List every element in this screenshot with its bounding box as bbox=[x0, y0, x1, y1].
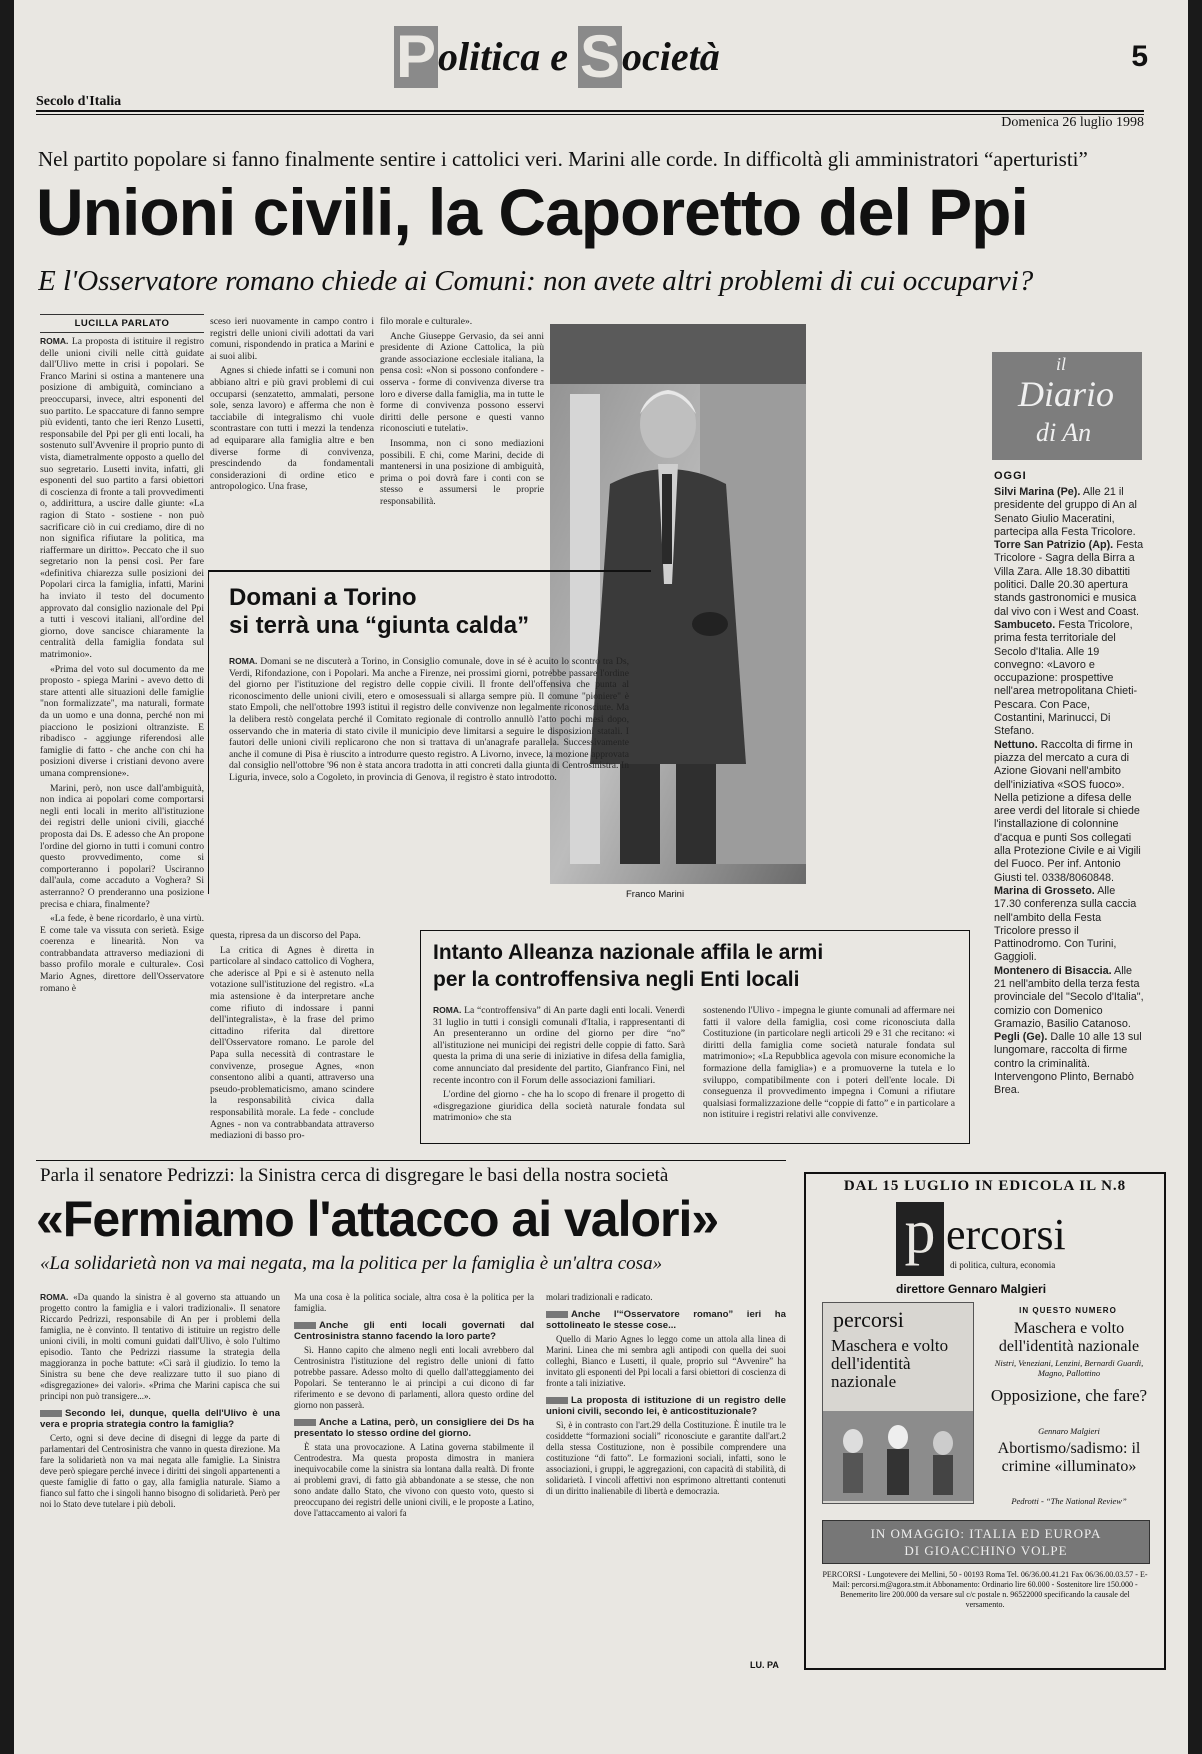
diary-entry-place: Silvi Marina (Pe). bbox=[994, 486, 1081, 498]
question-marker bbox=[546, 1397, 568, 1404]
pedrizzi-col1-p2: Certo, ogni si deve decine di disegni di legge da parte di parlamentari del Centrosinistra che vanno in questa direzione. Ma fare la solidarietà non va mai negata alle famiglie. La Sinistra deve però spiegare perché invece i diritti dei singoli appartenenti a queste famiglie di fatto o gay, alla famiglia naturale. Siamo a fianco sul fatto che i singoli hanno bisogno di solidarietà. Però per noi lo Stato deve tutelare i più deboli. bbox=[40, 1433, 280, 1509]
pedrizzi-col3-p1: molari tradizionali e radicato. bbox=[546, 1292, 653, 1302]
question-marker bbox=[546, 1311, 568, 1318]
section-letter-p: P bbox=[396, 23, 437, 90]
an-headline-1: Intanto Alleanza nazionale affila le armi bbox=[433, 941, 824, 964]
ad-brand bbox=[896, 1198, 1146, 1282]
ad-item3-author: Pedrotti - “The National Review” bbox=[1011, 1496, 1127, 1506]
pedrizzi-question-2 bbox=[294, 1320, 534, 1342]
section-word-societa: ocietà bbox=[622, 34, 720, 79]
diary-entry-text: Alle 21 il presidente del gruppo di An al Senato Giulio Maceratini, partecipa alla Festa Tricolore. bbox=[994, 486, 1137, 538]
pedrizzi-city: ROMA. bbox=[40, 1292, 69, 1302]
masthead-rule bbox=[36, 110, 1144, 112]
section-word-politica: olitica e bbox=[438, 34, 578, 79]
lead-column-3 bbox=[380, 316, 544, 546]
paper-name: Secolo d'Italia bbox=[36, 94, 122, 109]
question-marker bbox=[40, 1410, 62, 1417]
diary-entry-place: Torre San Patrizio (Ap). bbox=[994, 539, 1114, 552]
pedrizzi-question-1 bbox=[40, 1408, 280, 1430]
an-col1-text: La “controffensiva” di An parte dagli enti locali. Venerdì 31 luglio in tutti i consigli comunali d'Italia, i rappresentanti di An presenteranno un ordine del giorno per dire “no” all'istituzione nei municipi dei registri delle coppie di fatto. Sarà questa la prima di una serie di iniziative in difesa della famiglia, come annunciato dal presidente del partito, Gianfranco Fini, nel recente incontro con il Forum delle associazioni familiari. bbox=[433, 1005, 685, 1086]
pedrizzi-question-5-text: La proposta di istituzione di un registro delle unioni civili, secondo lei, è anticostituzionale? bbox=[546, 1395, 786, 1417]
lead-city: ROMA. bbox=[40, 336, 69, 346]
lead-col2-p1: sceso ieri nuovamente in campo contro i registri delle unioni civili adottati da vari comuni, rispondendo in pratica a Marini e ai suoi alibi. bbox=[210, 316, 374, 362]
diary-entry-text: Raccolta di firme in piazza del mercato a cura di Azione Giovani nell'ambito dell'iniziativa «SOS fuoco». Nella petizione a difesa delle aree verdi del litorale si chiede l'installazione di colonnine d'acqua e punti Sos collegati alla Protezione Civile e ai Vigili del Fuoco. Per inf. Antonio Giusti tel. 0338/8060848. bbox=[994, 738, 1141, 884]
torino-body bbox=[229, 656, 629, 886]
pedrizzi-col3-p3: Sì, è in contrasto con l'art.29 della Costituzione. È inutile tra le cosiddette “formazioni sociali” riconosciute e garantite dall'art.2 della stessa Costituzione, non è possibile comprendere una costituzione “di fatto”. Le formazioni sociali, infatti, sono le associazioni, i gruppi, le aggregazioni, con capacità di stabilità, di solidarietà. I vincoli affettivi non esprimono altrettanti contenuti di un diritto inalienabile di libertà e democrazia. bbox=[546, 1420, 786, 1496]
diary-entry bbox=[994, 1031, 1144, 1097]
question-marker bbox=[294, 1419, 316, 1426]
ad-band bbox=[822, 1520, 1150, 1564]
torino-city: ROMA. bbox=[229, 656, 258, 666]
pedrizzi-column-1 bbox=[40, 1292, 280, 1652]
diary-heading: OGGI bbox=[994, 470, 1027, 482]
lead-col1-p1: La proposta di istituire il registro delle unioni civili nelle città guidate dall'Ulivo mette in crisi i popolari. Se Franco Marini si ostina a mantenere una posizione di ambiguità, cominciano a preoccuparsi, invece, altri esponenti del suo partito. Le spaccature di fanno sempre più evidenti, tanto che ieri Renzo Lusetti, responsabile del Ppi per gli enti locali, ha sostenuto sull'Avvenire il proprio punto di vista, diametralmente opposto a quello del suo segretario. Lusetti invita, infatti, gli esponenti del suo partito a farsi obiettori di coscienza di fronte a tali provvedimenti o, addirittura, a uscire dalle giunte: «La ragion di Stato - sostiene - non può sacrificare ciò in cui crediamo, dire di no non significa rifiutare la politica, ma riaffermare un diritto». Peccato che il suo segretario non la pensi così. Per fare «definitiva chiarezza sulle posizioni dei Popolari circa la famiglia, infatti, Marini ha inviato il testo del documento approvato dal consiglio nazionale del Ppi a tutti i vescovi italiani, all'ordine del giorno, dove sancisce chiaramente la centralità della famiglia fondata sul matrimonio». bbox=[40, 336, 204, 661]
lead-col1-p3: Marini, però, non usce dall'ambiguità, non indica ai popolari come comportarsi negli enti locali in merito all'istituzione dei registri delle unioni civili, giacché proposta dai Ds. E adesso che An propone l'ordine del giorno in tutti i comuni contro questo provvedimento, come si comporteranno i popolari? Usciranno dall'aula, come accaduto a Voghera? Si asterranno? O prenderanno una posizione precisa e chiara, finalmente? bbox=[40, 782, 204, 910]
torino-headline-1: Domani a Torino bbox=[229, 584, 417, 611]
diary-title-box bbox=[992, 352, 1142, 460]
ad-cover-brand: percorsi bbox=[833, 1307, 904, 1332]
diary-title-diario: Diario bbox=[1018, 374, 1115, 414]
an-col-1 bbox=[433, 1005, 685, 1137]
lead-subhead: E l'Osservatore romano chiede ai Comuni: non avete altri problemi di cui occuparvi? bbox=[38, 265, 1034, 297]
torino-box bbox=[208, 570, 651, 894]
an-col-2 bbox=[703, 1005, 955, 1137]
pedrizzi-kicker: Parla il senatore Pedrizzi: la Sinistra cerca di disgregare le basi della nostra società bbox=[40, 1165, 669, 1186]
ad-director: direttore Gennaro Malgieri bbox=[896, 1282, 1047, 1296]
percorsi-ad bbox=[804, 1172, 1166, 1670]
an-headline-2: per la controffensiva negli Enti locali bbox=[433, 968, 800, 991]
pedrizzi-question-3-text: Anche a Latina, però, un consigliere dei Ds ha presentato lo stesso ordine del giorno. bbox=[294, 1417, 534, 1439]
diary-entry-text: Alle 17.30 conferenza sulla caccia nell'ambito della Festa Tricolore presso il Pattinodromo. Con Turini, Gaggioli. bbox=[994, 884, 1137, 964]
lead-col3-p3: Insomma, non ci sono mediazioni possibili. E chi, come Marini, decide di mantenersi in una posizione di ambiguità, prima o poi dovrà fare i conti con se stesso e assumersi le proprie responsabilità. bbox=[380, 437, 544, 507]
diary-entry-place: Sambuceto. bbox=[994, 618, 1056, 631]
pedrizzi-question-3 bbox=[294, 1417, 534, 1439]
pedrizzi-rule bbox=[36, 1160, 786, 1161]
lead-col3-p1: filo morale e culturale». bbox=[380, 316, 473, 327]
diary-entry-text: Festa Tricolore, prima festa territoriale del Secolo d'Italia. Alle 19 convegno: «Lavoro e occupazione: prospettive nell'area metropolitana Chieti-Pescara. Con Pace, Costantini, Marinucci, Di Stefano. bbox=[994, 618, 1138, 738]
pedrizzi-question-4-text: Anche l'“Osservatore romano” ieri ha sottolineato le stesse cose... bbox=[546, 1309, 786, 1331]
ad-cover bbox=[822, 1302, 974, 1504]
ad-brand-rest: ercorsi bbox=[946, 1210, 1066, 1259]
ad-issue-heading: IN QUESTO NUMERO bbox=[1019, 1306, 1117, 1315]
lead-tail-p2: La critica di Agnes è diretta in particolare al sindaco cattolico di Voghera, che aderisce al Ppi e si è astenuto nella votazione sull'istituzione del registro. «La mia astensione è da interpretare anche come rifiuto di indossare i panni dell'integralista», è la frase del primo cittadino riferita dal direttore dell'Osservatore romano. Le parole del Papa sulla necessità di contrastare le convivenze, prosegue Agnes, «non consentono alibi a quanti, attraverso una pseudo-problematicismo, amano scindere la responsabilità civica dalla responsabilità morale. La fede - conclude Agnes - non va contrabbandata attraverso mediazioni di basso pro- bbox=[210, 944, 374, 1142]
lead-kicker: Nel partito popolare si fanno finalmente sentire i cattolici veri. Marini alle corde. In difficoltà gli amministratori “aperturisti” bbox=[38, 147, 1088, 171]
ad-cover-figures bbox=[823, 1411, 973, 1501]
masthead-rule-thin bbox=[36, 114, 1144, 115]
diary-entry bbox=[994, 486, 1144, 539]
diary-entry-place: Pegli (Ge). bbox=[994, 1031, 1048, 1044]
ad-item1-title: Maschera e volto dell'identità nazionale bbox=[998, 1320, 1140, 1355]
pedrizzi-column-2 bbox=[294, 1292, 534, 1652]
ad-cover-title: Maschera e volto dell'identità nazionale bbox=[831, 1336, 949, 1391]
newspaper-page bbox=[14, 0, 1188, 1754]
pedrizzi-signature: LU. PA bbox=[750, 1660, 779, 1670]
byline-rule-top bbox=[40, 314, 204, 315]
pedrizzi-col2-p3: È stata una provocazione. A Latina governa stabilmente il Centrodestra. Ma questa proposta dimostra in maniera inequivocabile come la sinistra sia lontana dalla realtà. Di fronte ai problemi gravi, di fatto già abbandonate a se stesse, che non sono andate dallo Stato, che vivono con questo voto, questo si preoccupano dei registri delle unioni civili, e le proposte a Latino, dove l'attaccamento ai valori fa bbox=[294, 1442, 534, 1518]
page-number: 5 bbox=[1131, 40, 1148, 73]
diary-title-il: il bbox=[1056, 354, 1067, 374]
torino-text: Domani se ne discuterà a Torino, in Consiglio comunale, dove in sé è acuito lo scontro tra Ds, Verdi, Rifondazione, con i Popolari. Ma anche a Firenze, nei prossimi giorni, potrebbe passare l'ordine del giorno per l'istituzione del registro delle coppie civili. Il fronte dell'offensiva che punta al riconoscimento delle unioni civili, etero e omosessuali si allarga sempre più. Il comune "pioniere" è stato Empoli, che nell'ottobre 1993 istituì il registro delle convivenze non legalmente riconosciute. Ma la delibera restò congelata perché il Comitato regionale di controllo annullò l'atto pochi mesi dopo, osservando che in materia di stato civile il municipio deve limitarsi a seguire le disposizioni statali. I fautori delle unioni civili replicarono che non si trattava di un'anagrafe parallela. Successivamente anche il comune di Pisa è riuscito a introdurre questo registro. A Livorno, invece, la mozione approvata dal consiglio nell'ottobre '96 non è stata ancora tradotta in atti concreti dalla giunta di Centrosinistra. In Liguria, invece, solo a Cogoleto, in provincia di Genova, il registro è stato introdotto. bbox=[229, 656, 629, 783]
pedrizzi-col1-p1: «Da quando la sinistra è al governo sta attuando un progetto contro la famiglia e i valori tradizionali». Il senatore Riccardo Pedrizzi, responsabile di An per i problemi della famiglia, ne è convinto. Il tentativo di istituire un registro delle unioni civili, in molti comuni guidati dall'Ulivo, è solo l'ultimo episodio. Tanto che Pedrizzi riassume la strategia della maggioranza in poche battute: «Ci sarà il giudizio. Io temo la Sinistra su bene che deve realizzare tutto il suo piano di «disgregazione» dei valori». «Prima che Marini capisca che sui principi non può transigere...». bbox=[40, 1292, 280, 1401]
diary-title-dian: di An bbox=[1036, 418, 1092, 447]
an-col1-p2: L'ordine del giorno - che ha lo scopo di frenare il progetto di «disgregazione giuridica della società naturale fondata sul matrimonio» che sta bbox=[433, 1089, 685, 1124]
lead-headline: Unioni civili, la Caporetto del Ppi bbox=[36, 175, 1028, 249]
an-city: ROMA. bbox=[433, 1005, 462, 1015]
ad-brand-sub: di politica, cultura, economia bbox=[950, 1260, 1056, 1270]
lead-column-2 bbox=[210, 316, 374, 546]
diary-entry bbox=[994, 965, 1144, 1031]
lead-col2-p2: Agnes si chiede infatti se i comuni non abbiano altri e più gravi problemi di cui occuparsi (senzatetto, ammalati, persone sole, senza lavoro) e afferma che non è tacciabile di integralismo chi vuole scontrastare con tutti i mezzi la tendenza ad equiparare alla famiglia altre e ben diverse forme di convivenza, prescindendo da fondamentali considerazioni di ordine etico e antropologico. Una frase, bbox=[210, 365, 374, 493]
pedrizzi-column-3 bbox=[546, 1292, 786, 1652]
pedrizzi-headline: «Fermiamo l'attacco ai valori» bbox=[36, 1191, 719, 1247]
pedrizzi-question-1-text: Secondo lei, dunque, quella dell'Ulivo è una vera e propria strategia contro la famiglia? bbox=[40, 1408, 280, 1430]
pedrizzi-question-2-text: Anche gli enti locali governati dal Centrosinistra stanno facendo la loro parte? bbox=[294, 1320, 534, 1342]
ad-top-line: DAL 15 LUGLIO IN EDICOLA IL N.8 bbox=[843, 1178, 1127, 1194]
pedrizzi-col3-p2: Quello di Mario Agnes lo leggo come un attola alla linea di Marini. Linea che mi sembra agli antipodi con quella dei suoi colleghi, Bianco e Lusetti, il quale, proprio sul “Avvenire” ha invitato gli esponenti del Ppi locali a farsi obiettori di coscienza di fronte a tali iniziative. bbox=[546, 1334, 786, 1388]
lead-col1-p2: «Prima del voto sul documento da me proposto - spiega Marini - avevo detto di stare attenti alle situazioni delle famiglie "non formalizzate", ma naturali, formate da un uomo e una donna, perché non mi piacciono le posizioni oltranziste. E ribadisco - aggiunge riferendosi alle famiglie di fatto - che anche con chi ha posizioni diverse i cristiani devono avere umana comprensione». bbox=[40, 663, 204, 779]
issue-date: Domenica 26 luglio 1998 bbox=[1001, 115, 1144, 130]
section-letter-s: S bbox=[580, 23, 621, 90]
diary-entry bbox=[994, 539, 1144, 619]
pedrizzi-question-5 bbox=[546, 1395, 786, 1417]
ad-band-line2: DI GIOACCHINO VOLPE bbox=[904, 1543, 1068, 1558]
an-col2-text: sostenendo l'Ulivo - impegna le giunte comunali ad affermare nei fatti il valore della famiglia, così come riconosciuta dalla Costituzione (in particolare negli articoli 29 e 31 che recitano: «i diritti della famiglia come società naturale fondata sul matrimonio»; «La Repubblica agevola con misure economiche la formazione della famiglia») e a promuoverne la tutela e lo sviluppo, compatibilmente con i poteri dell'ente locale. Di conseguenza il provvedimento impegna i Comuni a rifiutare qualsiasi formalizzazione delle “coppie di fatto” e in particolare a non istituire i registri relativi alle convivenze. bbox=[703, 1005, 955, 1121]
diary-entry-place: Montenero di Bisaccia. bbox=[994, 964, 1112, 977]
ad-footer: PERCORSI - Lungotevere dei Mellini, 50 - 00193 Roma Tel. 06/36.00.41.21 Fax 06/36.00.03.57 - E-Mail: percorsi.m@agora.stm.it Abbonamento: Ordinario lire 60.000 - Sostenitore lire 150.000 - Benemerito lire 200.000 da versare sul c/c postale n. 96522000 specificando la causale del versamento. bbox=[822, 1570, 1148, 1609]
pedrizzi-col2-p2: Sì. Hanno capito che almeno negli enti locali avrebbero dal Centrosinistra l'istituzione del registro delle unioni di fatto potrebbe passare. Adesso molto di quello dall'atteggiamento dei Popolari. Se tenteranno le ai principi a cui dicono di far riferimento e se devono di parlamenti, allora questo ordine del giorno non passerà. bbox=[294, 1345, 534, 1410]
pedrizzi-question-4 bbox=[546, 1309, 786, 1331]
byline-rule-bottom bbox=[40, 332, 204, 333]
diary-list bbox=[994, 486, 1144, 1266]
question-marker bbox=[294, 1322, 316, 1329]
lead-tail-p1: questa, ripresa da un discorso del Papa. bbox=[210, 930, 361, 941]
diary-entry-text: Alle 21 nell'ambito della terza festa provinciale del "Secolo d'Italia", comizio con Domenico Gramazio, Basilio Catanoso. bbox=[994, 964, 1144, 1030]
ad-item2-author: Gennaro Malgieri bbox=[1038, 1426, 1100, 1436]
diary-entry-place: Marina di Grosseto. bbox=[994, 884, 1095, 897]
diary-entry-text: Dalle 10 alle 13 sul lungomare, raccolta di firme contro la criminalità. Intervengono Plinto, Bernabò Brea. bbox=[994, 1031, 1142, 1097]
diary-entry-place: Nettuno. bbox=[994, 738, 1038, 751]
ad-brand-letter: p bbox=[896, 1202, 944, 1276]
an-box bbox=[420, 930, 970, 1144]
lead-col1-p4: «La fede, è bene ricordarlo, è una virtù. E come tale va vissuta con serietà. Esige coerenza e linearità. Non va contrabbandata attraverso mediazioni di basso profilo morale e culturale». Così Mario Agnes, direttore dell'Osservatore romano è bbox=[40, 913, 204, 994]
byline: LUCILLA PARLATO bbox=[74, 318, 170, 329]
lead-col3-p2: Anche Giuseppe Gervasio, da sei anni presidente di Azione Cattolica, la più grande associazione ecclesiale italiana, la pensa così: «Non si possono confondere - osserva - forme di convivenza diverse tra loro e diverse dalla famiglia, ma in tutte le forme di convivenza possono esservi diritti delle persone e questi vanno riconosciuti e tutelati». bbox=[380, 330, 544, 435]
ad-item2-title: Opposizione, che fare? bbox=[990, 1386, 1148, 1405]
ad-item1-authors: Nistri, Veneziani, Lenzini, Bernardi Guardi, Magno, Pallottino bbox=[994, 1358, 1144, 1378]
diary-entry bbox=[994, 619, 1144, 739]
photo-caption: Franco Marini bbox=[626, 889, 685, 900]
section-title bbox=[394, 23, 814, 98]
pedrizzi-subhead: «La solidarietà non va mai negata, ma la politica per la famiglia è un'altra cosa» bbox=[40, 1253, 663, 1274]
ad-item3-title: Abortismo/sadismo: il crimine «illuminato» bbox=[997, 1440, 1141, 1475]
diary-entry bbox=[994, 739, 1144, 885]
diary-entry-text: Festa Tricolore - Sagra della Birra a Villa Zara. Alle 18.30 dibattiti politici. Dalle 20.30 apertura stands gastronomici e musica dal vivo con i West and Coast. bbox=[994, 539, 1144, 618]
torino-headline-2: si terrà una “giunta calda” bbox=[229, 612, 530, 639]
pedrizzi-col2-p1: Ma una cosa è la politica sociale, altra cosa è la politica per la famiglia. bbox=[294, 1292, 534, 1313]
ad-band-line1: IN OMAGGIO: ITALIA ED EUROPA bbox=[870, 1526, 1102, 1541]
diary-entry bbox=[994, 885, 1144, 965]
